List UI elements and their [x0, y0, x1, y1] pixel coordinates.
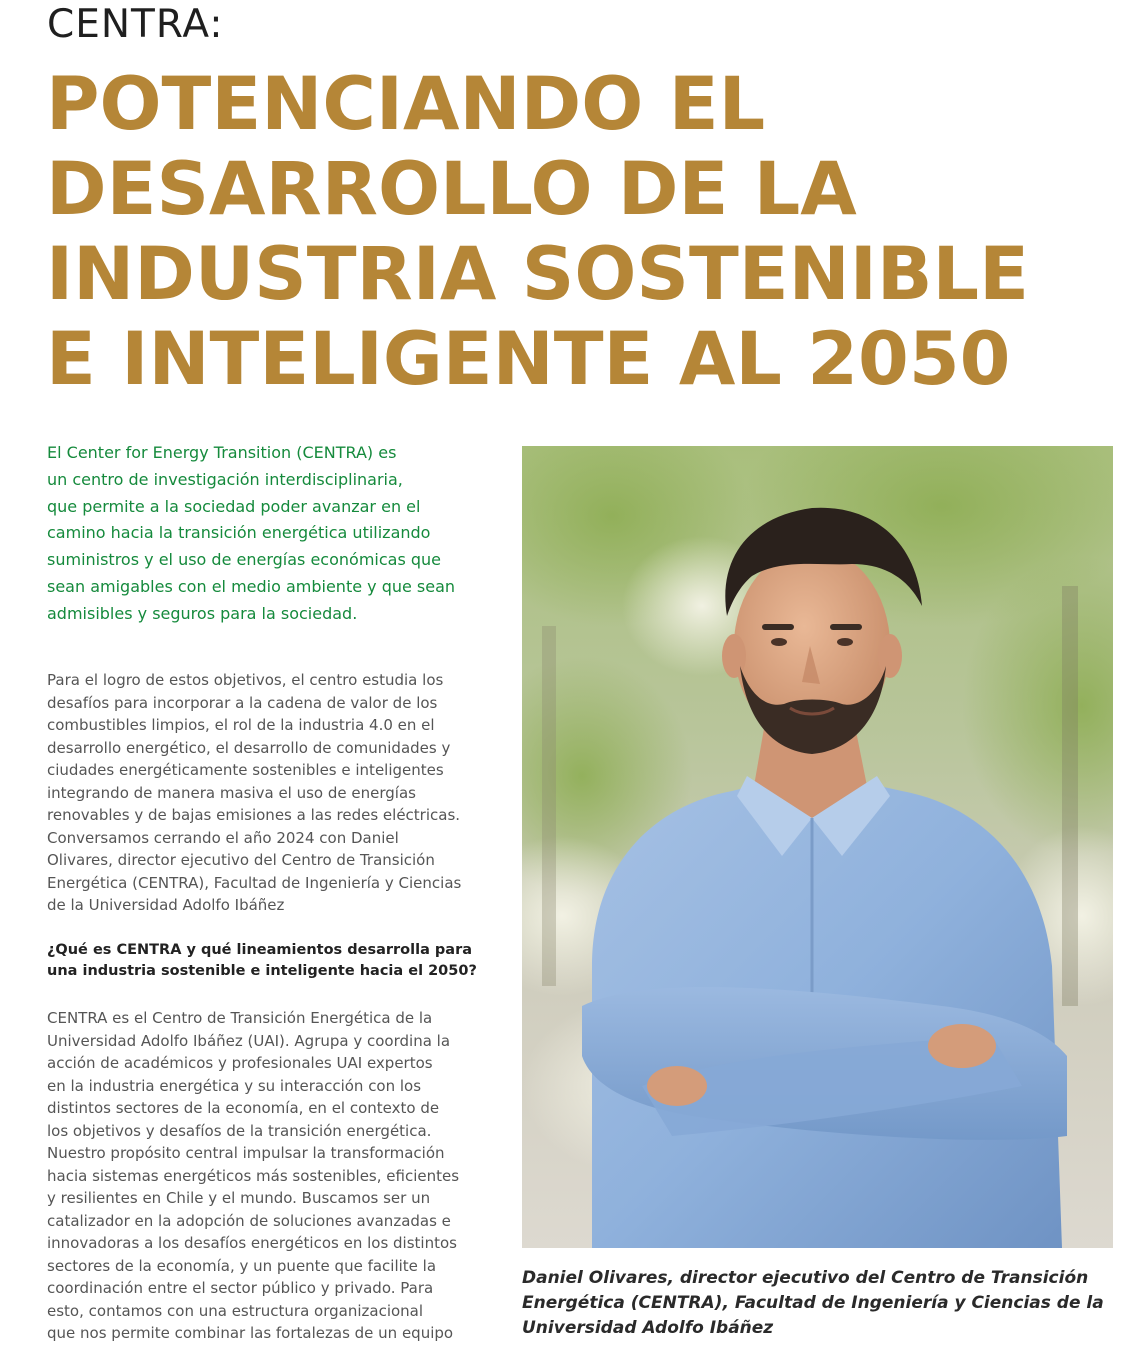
body-line: innovadoras a los desafíos energéticos en los distintos	[47, 1234, 457, 1252]
body-line: combustibles limpios, el rol de la industria 4.0 en el	[47, 716, 435, 734]
body-line: los objetivos y desafíos de la transición energética.	[47, 1121, 432, 1140]
headline-line: DESARROLLO DE LA	[46, 147, 857, 232]
body-line: catalizador en la adopción de soluciones avanzadas e	[47, 1211, 451, 1230]
body-line: Energética (CENTRA), Facultad de Ingeniería y Ciencias	[47, 873, 462, 892]
body-line: renovables y de bajas emisiones a las redes eléctricas.	[47, 806, 461, 824]
body-line: Para el logro de estos objetivos, el centro estudia los	[47, 671, 444, 689]
headline-line: POTENCIANDO EL	[46, 62, 766, 147]
caption-line: Universidad Adolfo Ibáñez	[522, 1318, 774, 1338]
caption-line: Daniel Olivares, director ejecutivo del Centro de Transición	[522, 1268, 1089, 1288]
body-line: de la Universidad Adolfo Ibáñez	[47, 896, 285, 914]
body-line: y resilientes en Chile y el mundo. Buscamos ser un	[47, 1189, 431, 1207]
lede-line: camino hacia la transición energética utilizando	[47, 523, 431, 543]
lede-paragraph	[47, 440, 492, 628]
caption-line: Energética (CENTRA), Facultad de Ingeniería y Ciencias de la	[522, 1293, 1104, 1313]
body-line: Nuestro propósito central impulsar la transformación	[47, 1144, 445, 1162]
lede-line: un centro de investigación interdisciplinaria,	[47, 469, 403, 489]
question-line: una industria sostenible e inteligente hacia el 2050?	[47, 963, 477, 979]
portrait-photo	[522, 446, 1113, 1248]
body-line: Olivares, director ejecutivo del Centro de Transición	[47, 851, 435, 869]
intro-paragraph	[47, 669, 492, 917]
headline-line: INDUSTRIA SOSTENIBLE	[46, 232, 1029, 317]
body-line: acción de académicos y profesionales UAI expertos	[47, 1054, 433, 1072]
article-headline	[46, 62, 1131, 402]
body-line: Conversamos cerrando el año 2024 con Daniel	[47, 828, 399, 847]
photo-caption	[522, 1266, 1122, 1341]
answer-paragraph	[47, 1007, 492, 1345]
body-line: desarrollo energético, el desarrollo de comunidades y	[47, 738, 451, 757]
body-line: ciudades energéticamente sostenibles e inteligentes	[47, 761, 444, 779]
body-line: integrando de manera masiva el uso de energías	[47, 783, 416, 802]
lede-line: El Center for Energy Transition (CENTRA) es	[47, 443, 397, 462]
lede-line: admisibles y seguros para la sociedad.	[47, 603, 358, 623]
body-line: sectores de la economía, y un puente que facilite la	[47, 1256, 437, 1275]
body-line: en la industria energética y su interacción con los	[47, 1076, 422, 1095]
lede-line: suministros y el uso de energías económicas que	[47, 550, 442, 570]
article-kicker: CENTRA:	[47, 2, 224, 47]
interview-question	[47, 940, 492, 982]
body-line: desafíos para incorporar a la cadena de valor de los	[47, 693, 438, 712]
body-line: esto, contamos con una estructura organizacional	[47, 1301, 424, 1320]
body-line: que nos permite combinar las fortalezas de un equipo	[47, 1324, 454, 1342]
body-line: hacia sistemas energéticos más sostenibles, eficientes	[47, 1166, 460, 1185]
lede-line: sean amigables con el medio ambiente y que sean	[47, 576, 456, 596]
headline-line: E INTELIGENTE AL 2050	[46, 317, 1011, 402]
lede-line: que permite a la sociedad poder avanzar en el	[47, 496, 421, 516]
body-line: Universidad Adolfo Ibáñez (UAI). Agrupa y coordina la	[47, 1031, 451, 1050]
body-line: CENTRA es el Centro de Transición Energética de la	[47, 1009, 433, 1027]
question-line: ¿Qué es CENTRA y qué lineamientos desarrolla para	[47, 942, 473, 958]
body-line: distintos sectores de la economía, en el contexto de	[47, 1099, 440, 1117]
body-line: coordinación entre el sector público y privado. Para	[47, 1279, 434, 1297]
